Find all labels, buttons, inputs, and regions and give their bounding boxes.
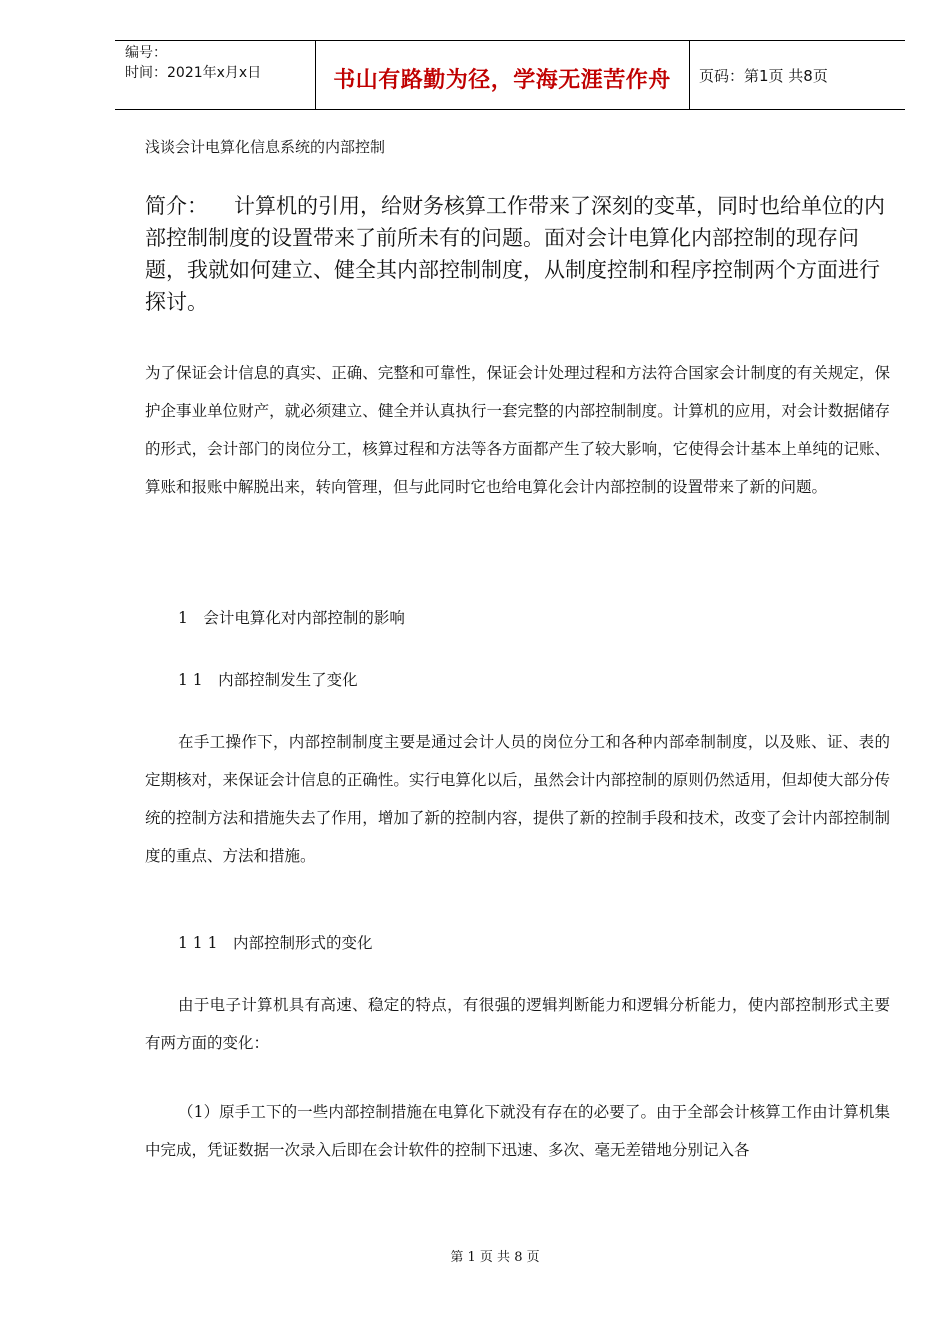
subsubsection-heading: 1 1 1 内部控制形式的变化	[178, 934, 373, 952]
section-heading: 1 会计电算化对内部控制的影响	[178, 609, 405, 627]
paragraph: （1）原手工下的一些内部控制措施在电算化下就没有存在的必要了。由于全部会计核算工作由计算机集中完成，凭证数据一次录入后即在会计软件的控制下迅速、多次、毫无差错地分别记入各	[145, 1103, 890, 1159]
paragraph: 由于电子计算机具有高速、稳定的特点，有很强的逻辑判断能力和逻辑分析能力，使内部控制形式主要有两方面的变化：	[145, 996, 890, 1052]
header-meta	[125, 43, 261, 83]
header-divider	[689, 41, 690, 109]
intro-text: 计算机的引用，给财务核算工作带来了深刻的变革，同时也给单位的内部控制制度的设置带来了前所未有的问题。面对会计电算化内部控制的现存问题，我就如何建立、健全其内部控制制度，从制度控制和程序控制两个方面进行探讨。	[145, 194, 885, 314]
page-footer: 第 1 页 共 8 页	[450, 1250, 540, 1265]
intro-label: 简介：	[145, 194, 208, 218]
time-label: 时间：2021年x月x日	[125, 65, 262, 81]
intro-section	[145, 190, 890, 318]
paragraph: 为了保证会计信息的真实、正确、完整和可靠性，保证会计处理过程和方法符合国家会计制度的有关规定，保护企事业单位财产，就必须建立、健全并认真执行一套完整的内部控制制度。计算机的应用，对会计数据储存的形式，会计部门的岗位分工，核算过程和方法等各方面都产生了较大影响，它使得会计基本上单纯的记账、算账和报账中解脱出来，转向管理，但与此同时它也给电算化会计内部控制的设置带来了新的问题。	[145, 364, 890, 496]
header-page-info: 页码：第1页 共8页	[699, 67, 828, 85]
serial-label: 编号：	[125, 45, 167, 61]
document-title: 浅谈会计电算化信息系统的内部控制	[145, 138, 386, 156]
header-motto: 书山有路勤为径，学海无涯苦作舟	[333, 68, 671, 93]
paragraph: 在手工操作下，内部控制制度主要是通过会计人员的岗位分工和各种内部牵制制度，以及账、证、表的定期核对，来保证会计信息的正确性。实行电算化以后，虽然会计内部控制的原则仍然适用，但却使大部分传统的控制方法和措施失去了作用，增加了新的控制内容，提供了新的控制手段和技术，改变了会计内部控制制度的重点、方法和措施。	[145, 733, 890, 865]
page-header	[115, 40, 905, 110]
subsection-heading: 1 1 内部控制发生了变化	[178, 671, 358, 689]
